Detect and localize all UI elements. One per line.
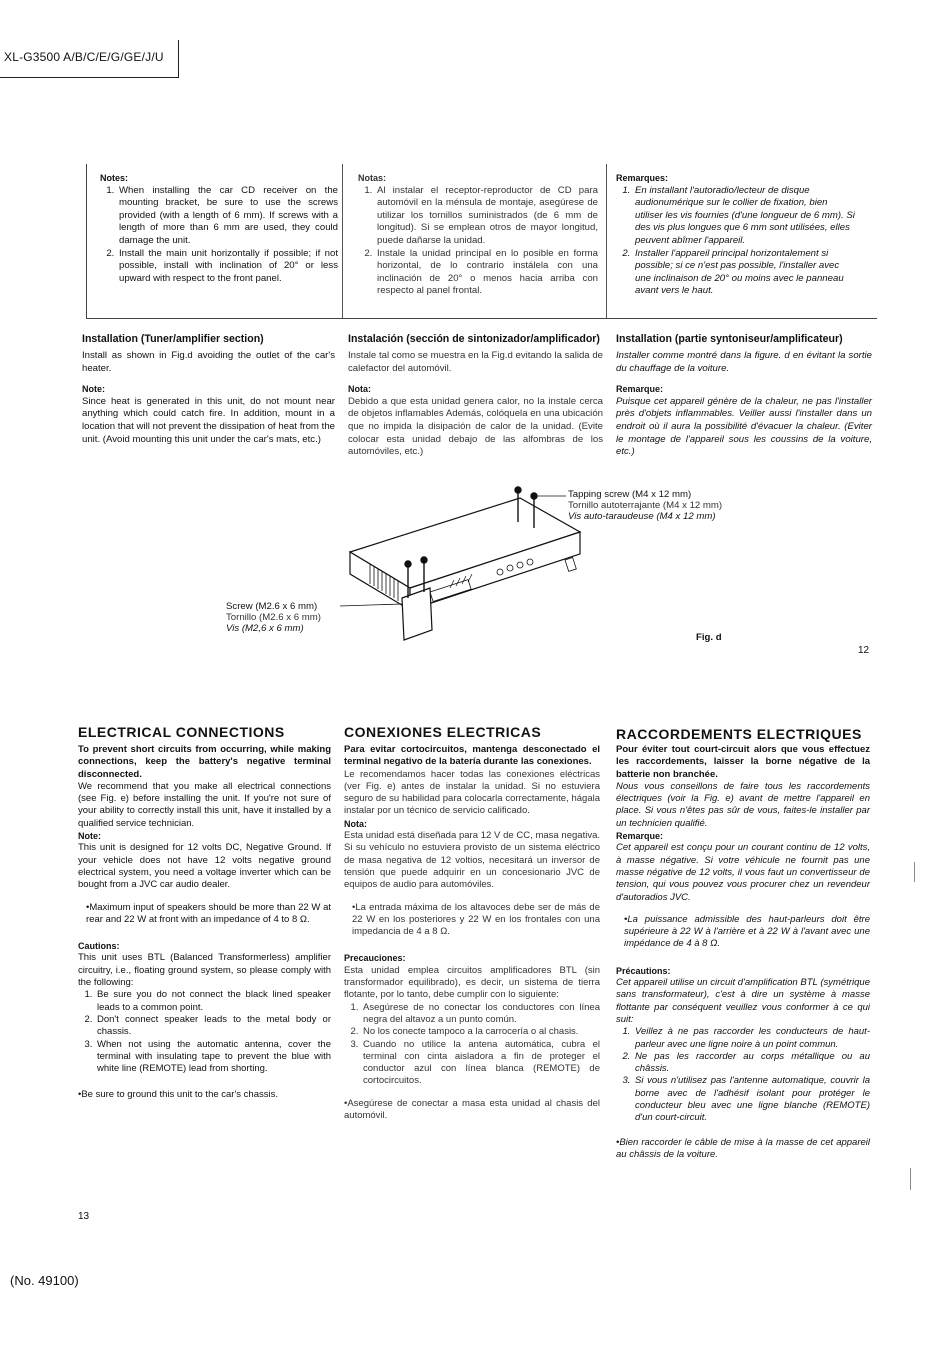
electrical-es-caution: 2. No los conecte tampoco a la carrocería o al chasis. [361,1026,600,1038]
page-number-upper: 12 [858,645,870,656]
notes-divider-2 [606,164,607,318]
margin-mark [914,862,915,882]
electrical-en-intro: We recommend that you make all electrical connections (see Fig. e) before installing the unit. If you're not sure of your ability to correctly install this unit, have it installed by a qualified service technician. [78,780,331,829]
installation-fr-note: Puisque cet appareil génère de la chaleur, ne pas l'installer près d'objets inflammables. Veiller aussi l'installer dans un endroit où il aura la possibilité d'évacuer la chaleur. (Eviter le montage de l'appareil sous les coussins de la voiture, etc.) [616,395,872,458]
notes-en-title: Notes: [100,173,129,183]
notes-divider-1 [342,164,343,318]
electrical-es-warning: Para evitar cortocircuitos, mantenga desconectado el terminal negativo de la batería durante las conexiones. [344,744,600,768]
installation-fr-heading: Installation (partie syntoniseur/amplificateur) [616,333,843,345]
electrical-fr-intro: Nous vous conseillons de faire tous les raccordements électriques (voir la Fig. e) avant de mettre l'appareil en place. Si vous n'êtes pas sûr de vous, faites-le installer par un technicien qualifié. [616,780,870,829]
electrical-fr-caution: 2. Ne pas les raccorder au corps métallique ou au châssis. [633,1051,870,1076]
electrical-en-note-title: Note: [78,831,101,842]
electrical-fr-heading: RACCORDEMENTS ELECTRIQUES [616,726,862,742]
installation-es-note: Debido a que esta unidad genera calor, no la instale cerca de objetos inflamables Además, colóquela en una ubicación que no impida la disipación de calor de la unidad. (Evite colocar esta unidad debajo de las alfombras de los automóviles, etc.) [348,395,603,458]
notes-en-item: 1. When installing the car CD receiver on the mounting bracket, be sure to use the screws provided (with a length of 6 mm). If screws with a length of more than 6 mm are used, they could damage the unit. [117,185,338,248]
electrical-fr-caution: 3. Si vous n'utilisez pas l'antenne automatique, couvrir la borne avec de l'adhésif isolant pour protéger le conducteur bleu avec une ligne blanche (REMOTE) d'un court-circuit. [633,1075,870,1124]
electrical-fr-warning: Pour éviter tout court-circuit alors que vous effectuez les raccordements, laisser la borne négative de la batterie non branchée. [616,744,870,780]
electrical-en-cautions-intro: This unit uses BTL (Balanced Transformerless) amplifier circuitry, i.e., floating ground system, so please comply with the following: [78,952,331,989]
tapping-screw-fr: Vis auto-taraudeuse (M4 x 12 mm) [568,511,716,522]
electrical-es [344,744,600,1122]
electrical-es-note: Esta unidad está diseñada para 12 V de CC, masa negativa. Si su vehículo no estuviera provisto de un sistema eléctrico de masa negativa de 12 voltios, necesitará un inversor de tensión que puede adquirir en un concesionario JVC de equipos de audio para automóviles. [344,830,600,891]
electrical-es-caution: 3. Cuando no utilice la antena automática, cubra el terminal con cinta aisladora a fin de proteger el conductor azul con línea blanca (REMOTE) de cortocircuitos. [361,1039,600,1088]
electrical-es-heading: CONEXIONES ELECTRICAS [344,724,542,740]
screw-es: Tornillo (M2.6 x 6 mm) [226,612,321,623]
electrical-en-final: • Be sure to ground this unit to the car's chassis. [78,1089,331,1101]
electrical-fr-final: • Bien raccorder le câble de mise à la masse de cet appareil au châssis de la voiture. [616,1137,870,1162]
electrical-es-bullet: • La entrada máxima de los altavoces debe ser de más de 22 W en los posteriores y 22 W en los frontales con una impedancia de 4 a 8 Ω. [344,902,600,939]
installation-es-note-title: Nota: [348,384,371,395]
header-rule-horizontal [0,77,179,78]
screw-en: Screw (M2.6 x 6 mm) [226,601,318,612]
notes-fr-item: 1. En installant l'autoradio/lecteur de disque audionumérique sur le collier de fixation, bien utiliser les vis fournies (d'une longueur de 6 mm). Si des vis plus longues que 6 mm sont utilisées, elles peuvent abîmer l'appareil. [633,185,856,248]
installation-en-body: Install as shown in Fig.d avoiding the outlet of the car's heater. [82,350,335,374]
installation-fr-body: Installer comme montré dans la figure. d en évitant la sortie du chauffage de la voiture. [616,350,872,374]
electrical-en-warning: To prevent short circuits from occurring, while making connections, keep the battery's negative terminal disconnected. [78,744,331,780]
electrical-fr-cautions-title: Précautions: [616,965,671,976]
electrical-es-caution: 1. Asegúrese de no conectar los conductores con línea negra del altavoz a un punto común. [361,1002,600,1027]
notes-es-item: 2. Instale la unidad principal en lo posible en forma horizontal, de lo contrario instálela con una inclinación de 20° o menos hacia arriba con respecto al panel frontal. [375,248,598,298]
installation-en [82,333,335,446]
installation-es-heading: Instalación (sección de sintonizador/amplificador) [348,333,600,345]
installation-fr [616,333,872,459]
electrical-es-note-title: Nota: [344,818,367,829]
electrical-en-heading: ELECTRICAL CONNECTIONS [78,724,285,740]
electrical-en-caution: 3. When not using the automatic antenna, cover the terminal with insulating tape to prevent the blue with white line (REMOTE) lead from shorting. [95,1039,331,1076]
installation-es [348,333,603,459]
model-header: XL-G3500 A/B/C/E/G/GE/J/U [4,50,164,64]
notes-es-item: 1. Al instalar el receptor-reproductor de CD para automóvil en la ménsula de montaje, asegúrese de utilizar los tornillos suministrados (de 6 mm de longitud). Si se emplean otros de mayor longitud, puede dañarse la unidad. [375,185,598,248]
electrical-en-caution: 2. Don't connect speaker leads to the metal body or chassis. [95,1014,331,1039]
tapping-screw-es: Tornillo autoterrajante (M4 x 12 mm) [568,500,723,511]
tapping-screw-label [568,489,722,522]
electrical-es-cautions-intro: Esta unidad emplea circuitos amplificadores BTL (sin transformador equilibrado), es decir, un sistema de tierra flotante, por lo tanto, debe cumplir con lo siguiente: [344,964,600,1001]
margin-mark [910,1168,911,1190]
installation-en-note: Since heat is generated in this unit, do not mount near anything which could catch fire. In addition, mount in a location that will not prevent the dissipation of heat from the unit. (Avoid mounting this unit under the car's mats, etc.) [82,395,335,445]
document-number: (No. 49100) [10,1273,79,1288]
notes-es-title: Notas: [358,173,387,183]
notes-en [100,172,338,285]
electrical-es-intro: Le recomendamos hacer todas las conexiones eléctricas (ver Fig. e) antes de instalar la unidad. Si no estuviera seguro de su habilidad para colocarla correctamente, hágala instalar por un técnico de servicio calificado. [344,768,600,817]
electrical-fr-bullet: • La puissance admissible des haut-parleurs doit être supérieure à 22 W à l'arrière et à 22 W à l'avant avec une impédance de 4 à 8 Ω. [616,914,870,951]
notes-fr-title: Remarques: [616,173,669,183]
notes-fr [616,172,856,298]
electrical-en-caution: 1. Be sure you do not connect the black lined speaker leads to a common point. [95,989,331,1014]
electrical-es-final: • Asegúrese de conectar a masa esta unidad al chasis del automóvil. [344,1098,600,1123]
electrical-fr [616,744,870,1161]
tapping-screw-en: Tapping screw (M4 x 12 mm) [568,489,692,500]
electrical-en-bullet: • Maximum input of speakers should be more than 22 W at rear and 22 W at front with an impedance of 4 to 8 Ω. [78,902,331,927]
screw-fr: Vis (M2,6 x 6 mm) [226,623,304,634]
unit-illustration [330,480,600,650]
electrical-es-cautions-title: Precauciones: [344,953,406,964]
notes-en-item: 2. Install the main unit horizontally if possible; if not possible, install with inclination of 20° or less upward with respect to the front panel. [117,248,338,286]
electrical-en-cautions-title: Cautions: [78,941,120,952]
installation-fr-note-title: Remarque: [616,384,664,395]
electrical-en [78,744,331,1102]
notes-fr-item: 2. Installer l'appareil principal horizontalement si possible; si ce n'est pas possible, l'installer avec une inclinaison de 20° ou moins avec le panneau avant vers le haut. [633,248,856,298]
installation-en-heading: Installation (Tuner/amplifier section) [82,333,264,345]
electrical-fr-caution: 1. Veillez à ne pas raccorder les conducteurs de haut-parleur avec une ligne noire à un point commun. [633,1026,870,1051]
installation-en-note-title: Note: [82,384,105,395]
page-number-lower: 13 [78,1211,90,1222]
figure-label: Fig. d [696,632,722,643]
electrical-fr-cautions-intro: Cet appareil utilise un circuit d'amplification BTL (symétrique sans transformateur), c'est à dire un système à masse flottante par conséquent veuillez vous conformer à ce qui suit: [616,977,870,1025]
installation-es-body: Instale tal como se muestra en la Fig.d evitando la salida de calefactor del automóvil. [348,350,603,374]
screw-label [226,601,321,634]
header-rule-vertical [178,40,179,78]
electrical-en-note: This unit is designed for 12 volts DC, Negative Ground. If your vehicle does not have 12 volts negative ground electrical system, you need a voltage inverter which can be bought from a JVC car audio dealer. [78,842,331,891]
electrical-fr-note-title: Remarque: [616,831,664,842]
notes-es [358,172,598,298]
electrical-fr-note: Cet appareil est conçu pour un courant continu de 12 volts, à masse négative. Si votre véhicule ne fournit pas une masse négative de 12 volts, il vous faut un convertisseur de tension, qui vous pouvez vous procurer chez un revendeur d'autoradios JVC. [616,842,870,903]
